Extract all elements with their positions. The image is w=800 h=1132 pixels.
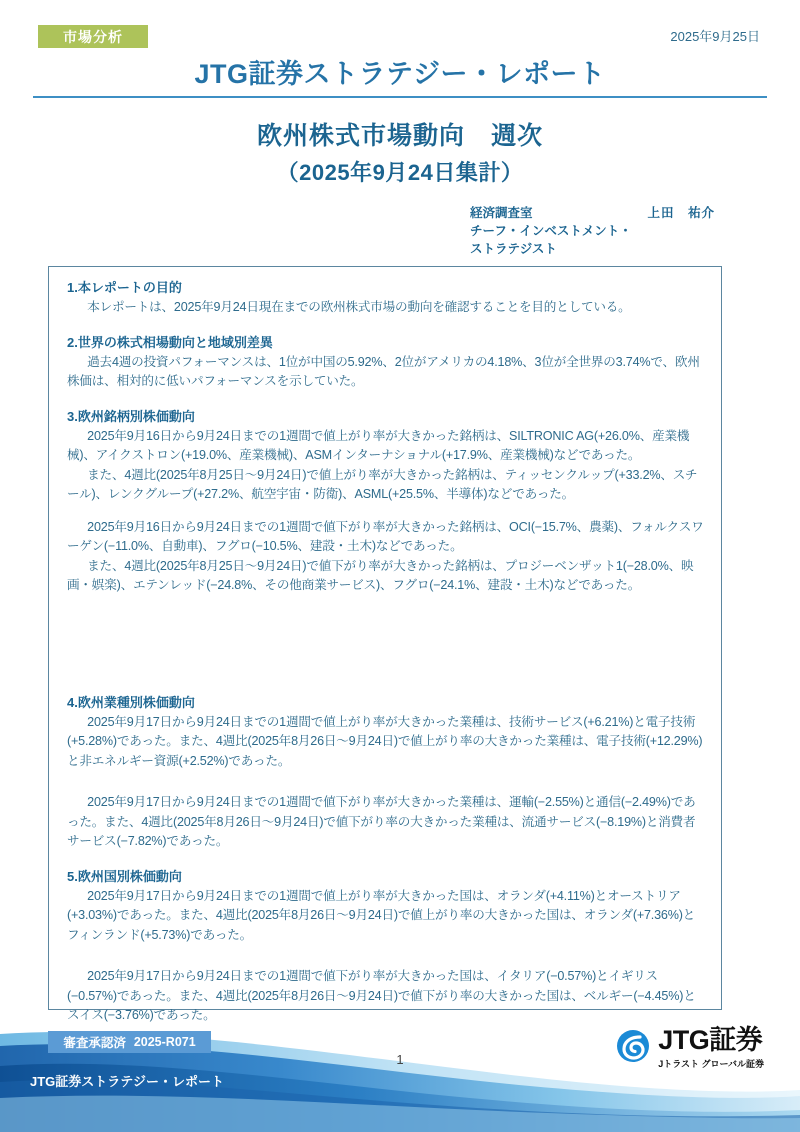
section-heading-1: 1.本レポートの目的	[67, 280, 182, 295]
section-5-spacer	[67, 945, 707, 967]
section-heading-3: 3.欧州銘柄別株価動向	[67, 408, 195, 424]
byline-role-line2: ストラテジスト	[470, 242, 557, 257]
section-3-paragraph-1: 2025年9月16日から9月24日までの1週間で値上がり率が大きかった銘柄は、SILTRONIC AG(+26.0%、産業機械)、アイクストロン(+19.0%、産業機械)、ASMインターナショナル(+17.9%、産業機械)などであった。	[67, 428, 690, 463]
title-divider	[33, 96, 767, 98]
approval-label: 審査承認済	[63, 1036, 126, 1050]
content-box	[48, 266, 722, 1023]
report-title: JTG証券ストラテジー・レポート	[194, 59, 606, 89]
section-4-spacer	[67, 771, 707, 793]
footer-banner-text: JTG証券ストラテジー・レポート	[30, 1074, 225, 1089]
section-3-paragraph-2: また、4週比(2025年8月25日〜9月24日)で値上がり率が大きかった銘柄は、ティッセンクルップ(+33.2%、スチール)、レンクグループ(+27.2%、航空宇宙・防衛)、ASML(+25.5%、半導体)などであった。	[67, 467, 698, 502]
document-title: 欧州株式市場動向 週次	[256, 122, 543, 150]
byline-top-row	[470, 204, 715, 222]
byline-department: 経済調査室	[470, 206, 533, 220]
brand-logo	[616, 1027, 764, 1070]
document-subtitle: （2025年9月24日集計）	[276, 160, 524, 185]
approval-badge	[48, 1031, 211, 1053]
section-heading-2: 2.世界の株式相場動向と地域別差異	[67, 334, 273, 350]
section-2-paragraph-1: 過去4週の投資パフォーマンスは、1位が中国の5.92%、2位がアメリカの4.18%、3位が全世界の3.74%で、欧州株価は、相対的に低いパフォーマンスを示していた。	[67, 354, 700, 389]
header-date: 2025年9月25日	[670, 29, 760, 44]
section-4-paragraph-1: 2025年9月17日から9月24日までの1週間で値上がり率が大きかった業種は、技術サービス(+6.21%)と電子技術(+5.28%)であった。また、4週比(2025年8月26日〜9月24日)で値上がり率の大きかった業種は、電子技術(+12.29%)と非エネルギー資源(+2.52%)であった。	[67, 714, 703, 768]
section-5-paragraph-1: 2025年9月17日から9月24日までの1週間で値上がり率が大きかった国は、オランダ(+4.11%)とオーストリア(+3.03%)であった。また、4週比(2025年8月26日〜9月24日)で値上がり率の大きかった国は、オランダ(+7.36%)とフィンランド(+5.73%)であった。	[67, 888, 696, 942]
section-heading-5: 5.欧州国別株価動向	[67, 868, 182, 884]
content-inner	[49, 267, 721, 1026]
section-5-paragraph-2: 2025年9月17日から9月24日までの1週間で値下がり率が大きかった国は、イタリア(−0.57%)とイギリス(−0.57%)であった。また、4週比(2025年8月26日〜9月24日)で値下がり率の大きかった国は、ベルギー(−4.45%)とスイス(−3.76%)であった。	[67, 969, 696, 1023]
brand-text-block	[658, 1027, 764, 1070]
section-heading-4: 4.欧州業種別株価動向	[67, 694, 195, 710]
byline	[470, 204, 730, 258]
section-spacer	[67, 596, 707, 692]
section-1-paragraph-1: 本レポートは、2025年9月24日現在までの欧州株式市場の動向を確認することを目的としている。	[87, 300, 631, 314]
byline-role-line1: チーフ・インベストメント・	[470, 224, 632, 239]
section-4-paragraph-2: 2025年9月17日から9月24日までの1週間で値下がり率が大きかった業種は、運輸(−2.55%)と通信(−2.49%)であった。また、4週比(2025年8月26日〜9月24日)で値下がり率の大きかった業種は、流通サービス(−8.19%)と消費者サービス(−7.82%)であった。	[67, 795, 696, 849]
section-3-paragraph-3: 2025年9月16日から9月24日までの1週間で値下がり率が大きかった銘柄は、OCI(−15.7%、農薬)、フォルクスワーゲン(−11.0%、自動車)、フグロ(−10.5%、建設・土木)などであった。	[67, 519, 704, 554]
brand-subtitle: Jトラスト グローバル証券	[658, 1059, 764, 1069]
jtg-swirl-icon	[616, 1029, 650, 1068]
approval-code: 2025-R071	[133, 1035, 196, 1049]
brand-name: JTG証券	[658, 1025, 763, 1055]
page-number: 1	[396, 1052, 404, 1067]
byline-author: 上田 祐介	[647, 206, 715, 220]
section-3-paragraph-4: また、4週比(2025年8月25日〜9月24日)で値下がり率が大きかった銘柄は、プロジーベンザット1(−28.0%、映画・娯楽)、エテンレッド(−24.8%、その他商業サービス)、フグロ(−24.1%、建設・土木)などであった。	[67, 558, 694, 593]
category-tag: 市場分析	[38, 25, 148, 48]
